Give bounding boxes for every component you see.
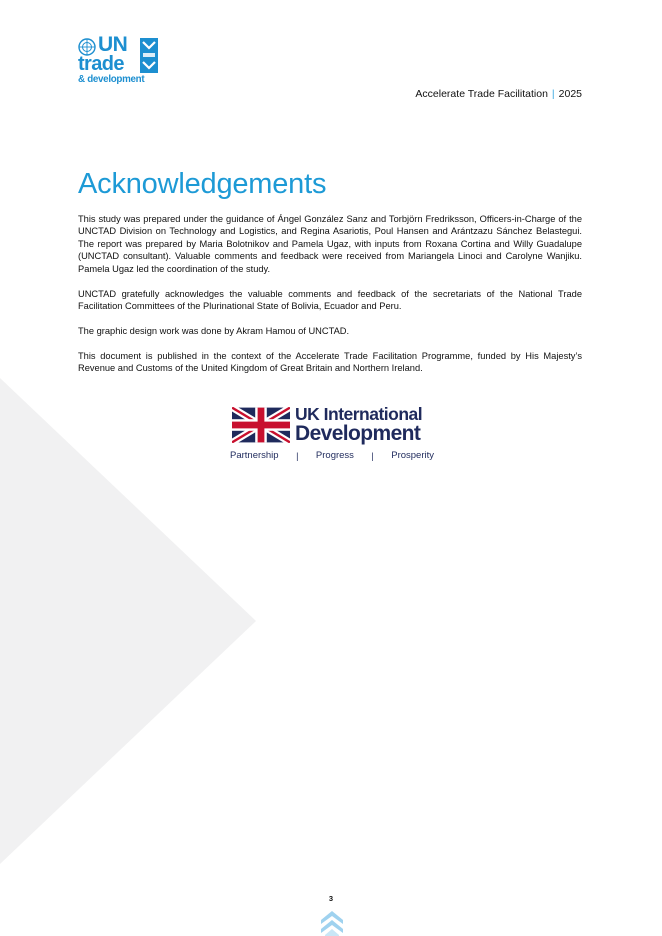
- page-title: Acknowledgements: [78, 168, 327, 200]
- partner-logo-tagline: [230, 450, 434, 461]
- tagline-separator: |: [296, 450, 299, 461]
- header-separator: |: [551, 88, 555, 100]
- tagline-partnership: Partnership: [230, 450, 279, 461]
- unctad-arrow-mark-icon: [140, 38, 158, 73]
- paragraph-guidance: This study was prepared under the guidance of Ángel González Sanz and Torbjörn Fredriksson, Officers-in-Charge of the UNCTAD Division on Technology and Logistics, and Regina Asariotis, Poul Hansen and Arántzazu Sánchez Belastegui. The report was prepared by Maria Bolotnikov and Pamela Ugaz, with inputs from Roxana Cortina and Willy Guadalupe (UNCTAD consultant). Valuable comments and feedback were received from Mariangela Linoci and Carolyne Wanjiku. Pamela Ugaz led the coordination of the study.: [78, 214, 582, 274]
- partner-logo-line2: Development: [295, 422, 421, 445]
- page-number: 3: [328, 894, 334, 903]
- background-triangle-shape: [0, 378, 256, 864]
- union-jack-flag-icon: [232, 407, 290, 443]
- logo-development-text: & development: [78, 74, 145, 85]
- partner-logo-line1: UK International: [295, 404, 423, 424]
- paragraph-committees: UNCTAD gratefully acknowledges the valuable comments and feedback of the secretariats of the National Trade Facilitation Committees of the Plurinational State of Bolivia, Ecuador and Peru.: [78, 288, 582, 311]
- paragraph-design: The graphic design work was done by Akram Hamou of UNCTAD.: [78, 325, 350, 336]
- tagline-separator: |: [371, 450, 374, 461]
- un-trade-development-logo: [78, 33, 160, 88]
- tagline-prosperity: Prosperity: [391, 450, 434, 461]
- paragraph-funding: This document is published in the context of the Accelerate Trade Facilitation Programme, funded by His Majesty’s Revenue and Customs of the United Kingdom of Great Britain and Northern Ireland.: [78, 350, 582, 374]
- header-year: 2025: [558, 88, 582, 100]
- acknowledgements-body: [78, 213, 582, 387]
- tagline-progress: Progress: [315, 450, 354, 461]
- header-programme-name: Accelerate Trade Facilitation: [415, 88, 548, 100]
- running-header: [415, 88, 582, 100]
- uk-international-development-logo: [230, 405, 434, 465]
- chevron-up-decoration-icon: [321, 911, 343, 936]
- logo-un-text: UN: [98, 33, 128, 56]
- logo-trade-text: trade: [78, 53, 124, 75]
